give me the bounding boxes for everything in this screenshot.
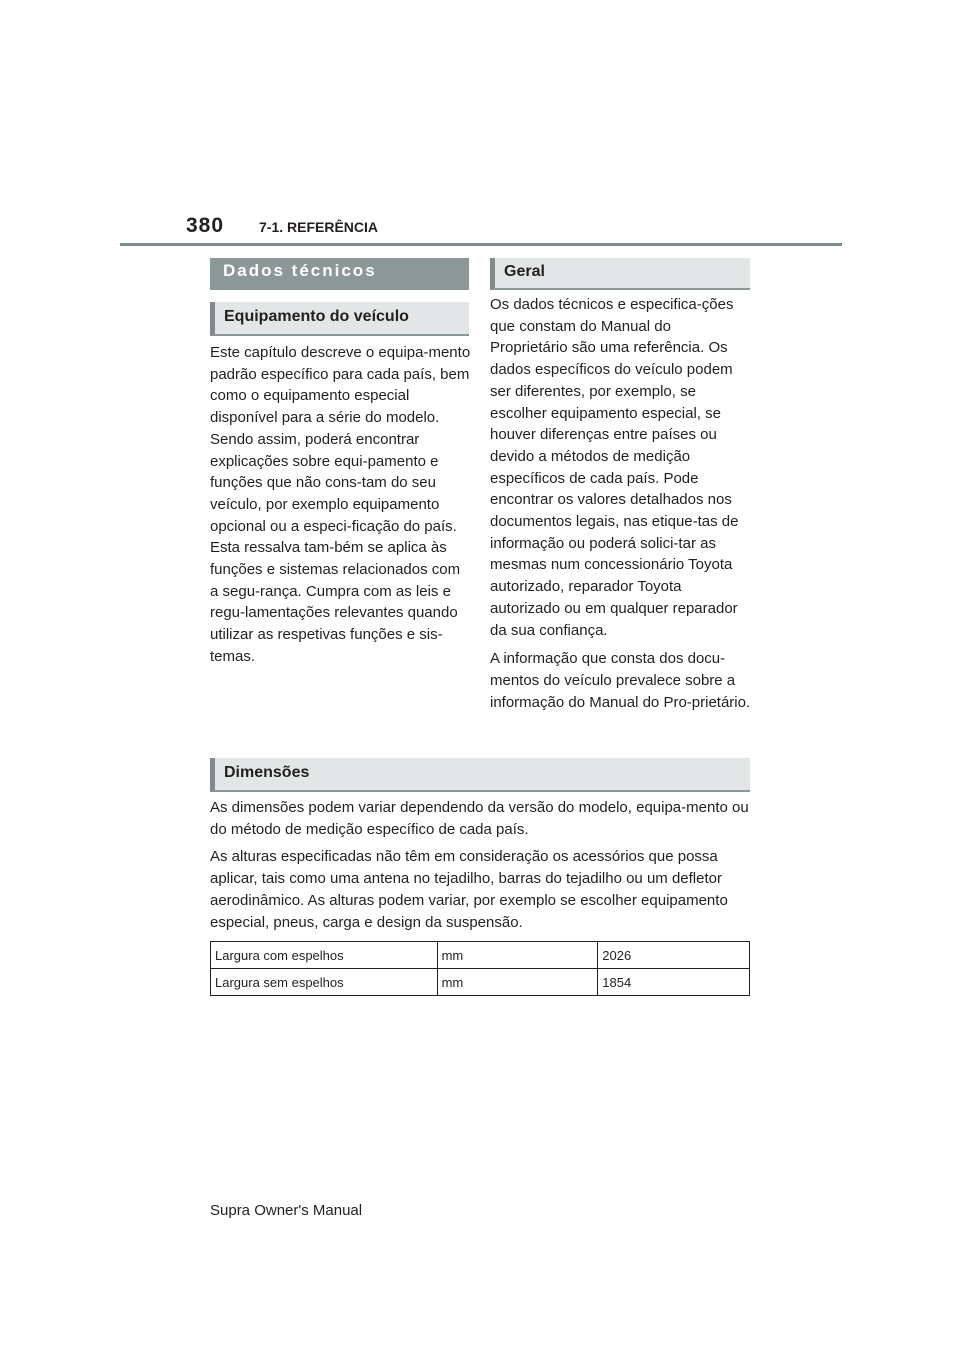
table-row — [211, 942, 750, 969]
paragraph-dimensoes-2: As alturas especificadas não têm em consideração os acessórios que possa aplicar, tais como uma antena no tejadilho, barras do tejadilho ou um defletor aerodinâmico. As alturas podem variar, por exemplo se escolher equipamento especial, pneus, carga e design da suspensão. — [210, 848, 728, 931]
footer-manual-title: Supra Owner's Manual — [210, 1202, 363, 1219]
main-heading-dados-tecnicos: Dados técnicos — [210, 258, 469, 290]
table-row — [211, 969, 750, 996]
paragraph-dimensoes-1: As dimensões podem variar dependendo da versão do modelo, equipa-mento ou do método de medição específico de cada país. — [210, 799, 749, 838]
right-column-text — [490, 294, 752, 713]
subheading-geral: Geral — [490, 258, 750, 290]
paragraph-geral-1: Os dados técnicos e especifica-ções que constam do Manual do Proprietário são uma referência. Os dados específicos do veículo podem ser diferentes, por exemplo, se escolher equipamento especial, se houver diferenças entre países ou devido a métodos de medição específicos de cada país. Pode encontrar os valores detalhados nos documentos legais, nas etique-tas de informação ou poderá solici-tar as mesmas num concessionário Toyota autorizado, reparador Toyota autorizado ou em qualquer reparador da sua confiança. — [490, 296, 739, 639]
table-cell-unit: mm — [437, 969, 598, 996]
table-cell-value: 1854 — [598, 969, 750, 996]
section-title: 7-1. REFERÊNCIA — [259, 219, 379, 235]
left-column-text — [210, 342, 472, 668]
subheading-equipamento: Equipamento do veículo — [210, 302, 469, 336]
table-cell-value: 2026 — [598, 942, 750, 969]
page-number: 380 — [186, 214, 225, 237]
paragraph-equipamento: Este capítulo descreve o equipa-mento padrão específico para cada país, bem como o equipamento especial disponível para a série do modelo. Sendo assim, poderá encontrar explicações sobre equi-pamento e funções que não cons-tam do seu veículo, por exemplo equipamento opcional ou a especi-ficação do país. Esta ressalva tam-bém se aplica às funções e sistemas relacionados com a segu-rança. Cumpra com as leis e regu-lamentações relevantes quando utilizar as respetivas funções e sis-temas. — [210, 344, 471, 665]
table-cell-label: Largura com espelhos — [211, 942, 438, 969]
subheading-dimensoes: Dimensões — [210, 758, 750, 792]
table-cell-label: Largura sem espelhos — [211, 969, 438, 996]
paragraph-geral-2: A informação que consta dos docu-mentos do veículo prevalece sobre a informação do Manual do Pro-prietário. — [490, 650, 751, 711]
table-cell-unit: mm — [437, 942, 598, 969]
dimensions-table — [210, 941, 750, 996]
dimensions-text — [210, 797, 755, 933]
header-divider — [120, 243, 842, 246]
